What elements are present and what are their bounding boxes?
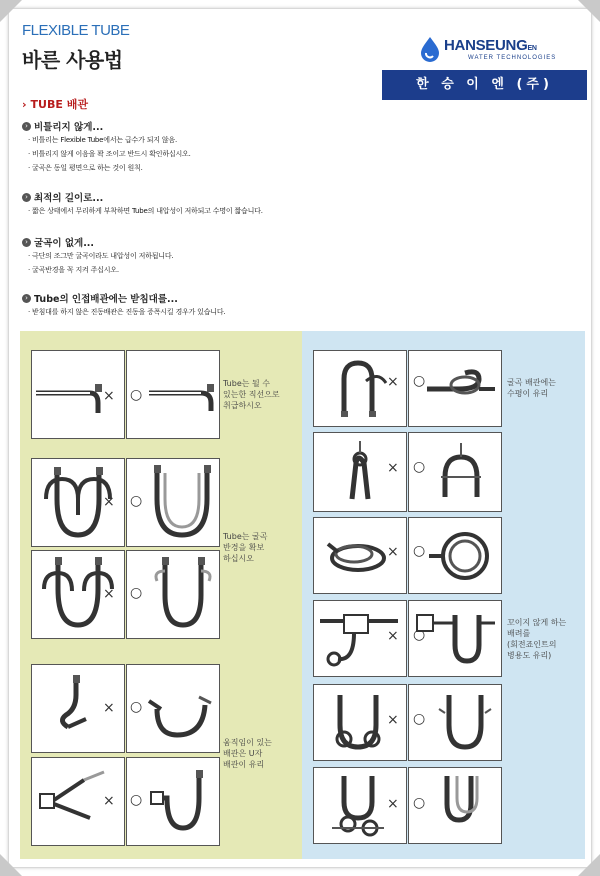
guide-heading-text: Tube의 인접배관에는 받침대를...: [34, 294, 178, 305]
corner-decoration: [0, 854, 22, 876]
left-note-2: Tube는 굴곡 반경을 확보 하십시오: [223, 532, 268, 563]
wrong-mark: ×: [103, 388, 115, 404]
guide-line: · 비틀리는 Flexible Tube에서는 급수가 되지 않음.: [28, 136, 178, 144]
guide-line: · 굴곡반경을 꼭 지켜 주십시오.: [28, 266, 119, 274]
header-subtitle: FLEXIBLE TUBE: [22, 22, 130, 39]
bullet-arrow-icon: ›: [22, 238, 31, 247]
guide-heading-text: 굴곡이 없게...: [34, 238, 95, 249]
right-mark: ○: [413, 373, 426, 389]
section-title-text: TUBE 배관: [30, 98, 88, 111]
guide-line: · 짧은 상태에서 무리하게 부착하면 Tube의 내압성이 저하되고 수명이 짧습니다.: [28, 207, 263, 215]
section-arrow-icon: ›: [22, 98, 27, 111]
logo-name-suffix: EN: [527, 45, 537, 52]
bullet-arrow-icon: ›: [22, 193, 31, 202]
wrong-mark: ×: [103, 586, 115, 602]
left-note-3: 움직임이 있는 배관은 U자 배관이 유리: [223, 738, 272, 769]
logo-top: [382, 26, 587, 66]
bullet-arrow-icon: ›: [22, 294, 31, 303]
wrong-mark: ×: [387, 460, 399, 476]
guide-line: · 굴곡은 동일 평면으로 하는 것이 원칙.: [28, 164, 143, 172]
section-title: [22, 96, 88, 112]
guide-line: · 받침대를 하지 않은 진동배관은 진동을 증폭시킬 경우가 있습니다.: [28, 308, 226, 316]
right-note-1: 굴곡 배관에는 수평이 유리: [507, 378, 556, 398]
bullet-arrow-icon: ›: [22, 122, 31, 131]
wrong-mark: ×: [387, 544, 399, 560]
guide-line: · 극단의 조그만 굴곡이라도 내압성이 저하됩니다.: [28, 252, 174, 260]
right-mark: ○: [130, 585, 143, 601]
right-mark: ○: [130, 792, 143, 808]
logo-name: [444, 37, 537, 54]
right-note-2: 꼬이지 않게 하는 배려를 (회전죠인트의 병용도 유리): [507, 618, 567, 660]
right-mark: ○: [413, 459, 426, 475]
company-logo: [382, 26, 587, 100]
right-mark: ○: [413, 795, 426, 811]
right-mark: ○: [130, 699, 143, 715]
guide-heading: [22, 119, 103, 133]
wrong-mark: ×: [387, 374, 399, 390]
page-title: 바른 사용법: [22, 48, 123, 72]
logo-name-text: HANSEUNG: [444, 37, 528, 54]
guide-heading: [22, 291, 178, 305]
guide-line: · 비틀리지 않게 이음을 꽉 조이고 반드시 확인하십시오.: [28, 150, 191, 158]
corner-decoration: [0, 0, 22, 22]
left-note-1: Tube는 될 수 있는한 직선으로 취급하시오: [223, 379, 280, 410]
wrong-mark: ×: [387, 712, 399, 728]
wrong-mark: ×: [103, 494, 115, 510]
wrong-mark: ×: [387, 628, 399, 644]
logo-korean-name: 한 승 이 엔 (주): [382, 70, 587, 100]
right-mark: ○: [130, 493, 143, 509]
water-drop-icon: [418, 36, 442, 62]
guide-heading-text: 비틀리지 않게...: [34, 122, 104, 133]
right-mark: ○: [413, 711, 426, 727]
logo-tagline: WATER TECHNOLOGIES: [468, 55, 557, 61]
wrong-mark: ×: [103, 700, 115, 716]
guide-heading-text: 최적의 길이로...: [34, 193, 104, 204]
guide-heading: [22, 190, 103, 204]
corner-decoration: [578, 0, 600, 22]
right-mark: ○: [413, 543, 426, 559]
right-mark: ○: [130, 387, 143, 403]
wrong-mark: ×: [387, 796, 399, 812]
right-mark: ○: [413, 627, 426, 643]
guide-heading: [22, 235, 94, 249]
wrong-mark: ×: [103, 793, 115, 809]
